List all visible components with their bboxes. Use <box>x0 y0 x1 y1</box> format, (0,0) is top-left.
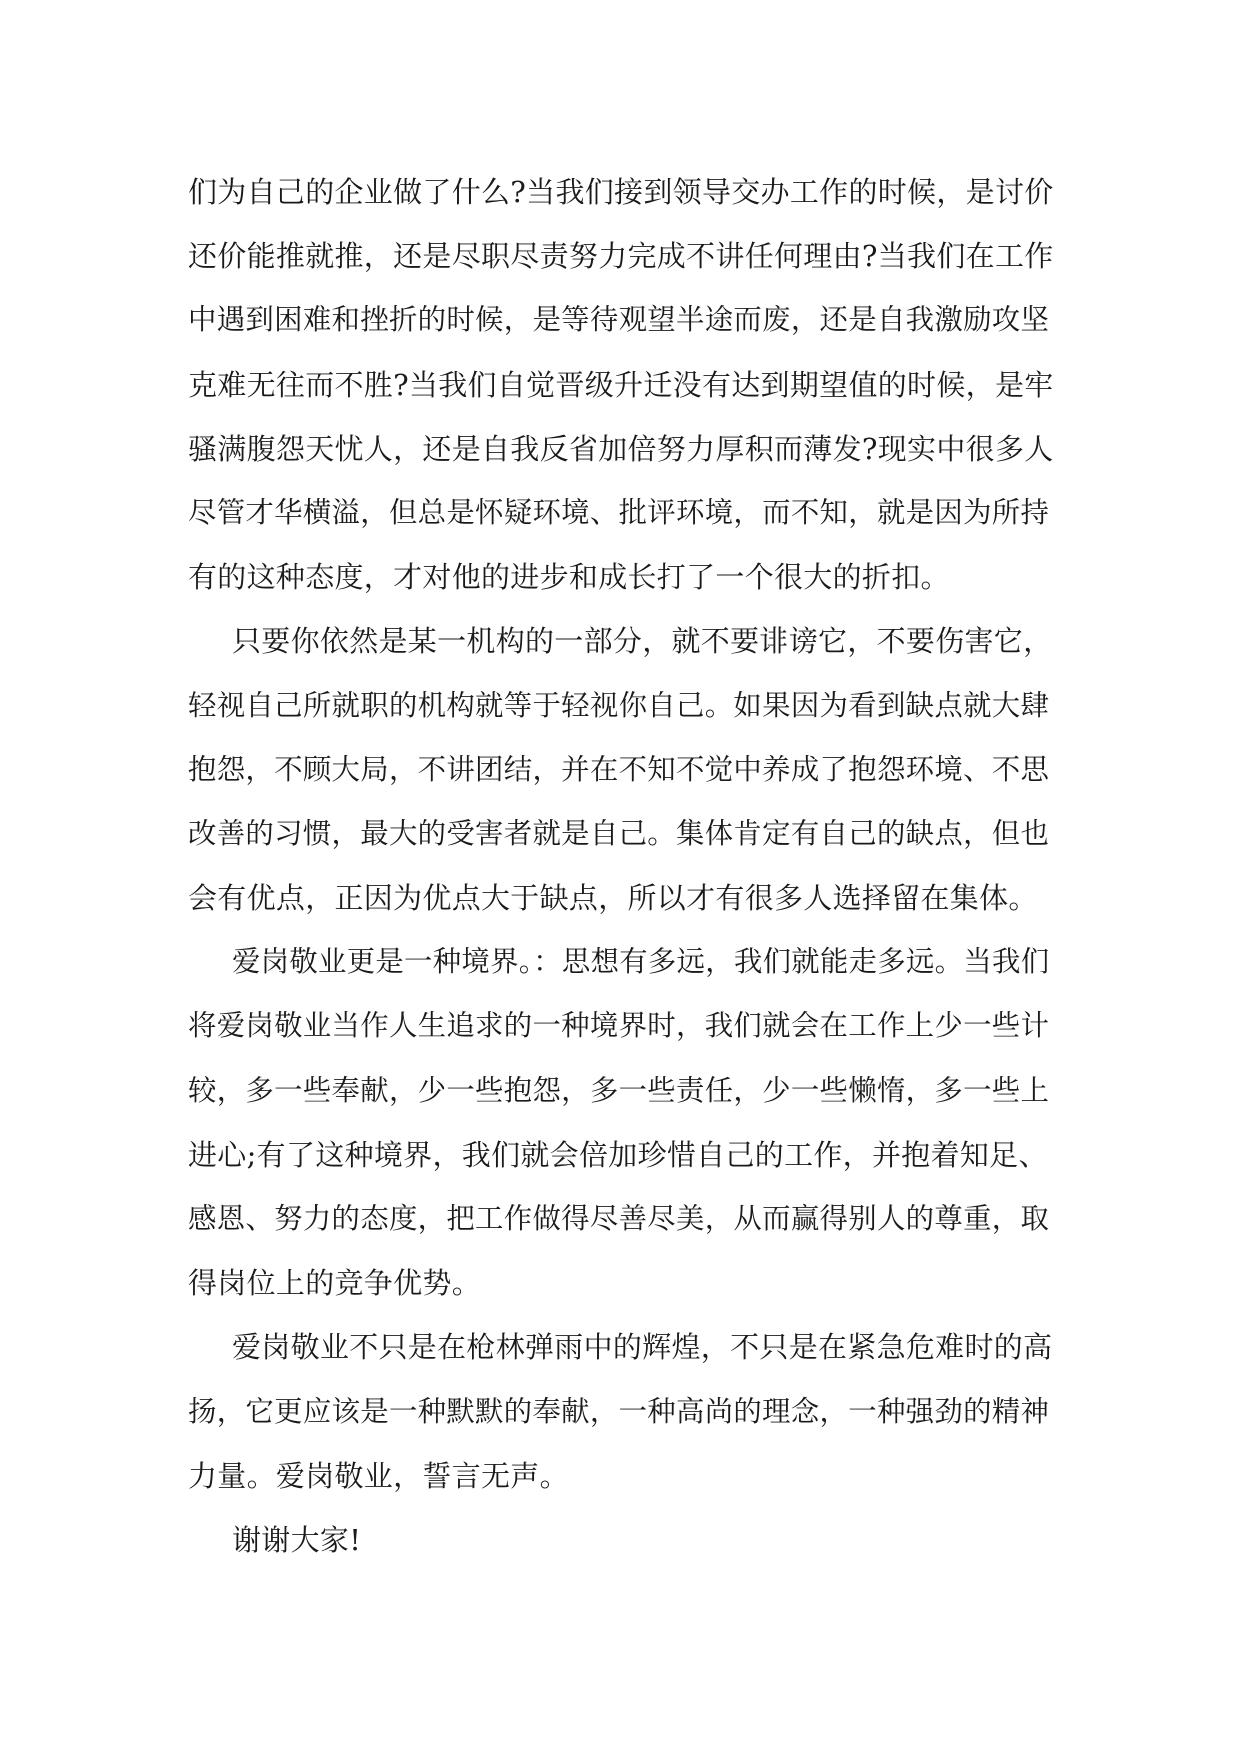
text-line: 们为自己的企业做了什么?当我们接到领导交办工作的时候，是讨价 <box>188 175 1054 209</box>
text-line: 感恩、努力的态度，把工作做得尽善尽美，从而赢得别人的尊重，取 <box>188 1202 1050 1235</box>
text-line: 尽管才华横溢，但总是怀疑环境、批评环境，而不知，就是因为所持 <box>188 495 1050 529</box>
text-line: 会有优点，正因为优点大于缺点，所以才有很多人选择留在集体。 <box>188 881 1038 916</box>
text-line: 克难无往而不胜?当我们自觉晋级升迁没有达到期望值的时候，是牢 <box>188 367 1054 402</box>
text-line: 进心;有了这种境界，我们就会倍加珍惜自己的工作，并抱着知足、 <box>188 1137 1048 1172</box>
text-line: 得岗位上的竞争优势。 <box>188 1266 482 1301</box>
text-line: 有的这种态度，才对他的进步和成长打了一个很大的折扣。 <box>188 560 950 595</box>
paragraph-first-line: 爱岗敬业更是一种境界。：思想有多远，我们就能走多远。当我们 <box>232 945 1050 979</box>
text-line: 扬，它更应该是一种默默的奉献，一种高尚的理念，一种强劲的精神 <box>188 1394 1050 1428</box>
text-line: 中遇到困难和挫折的时候，是等待观望半途而废，还是自我激励攻坚 <box>188 303 1050 337</box>
paragraph-first-line: 只要你依然是某一机构的一部分，就不要诽谤它，不要伤害它， <box>232 624 1053 659</box>
text-line: 较，多一些奉献，少一些抱怨，多一些责任，少一些懒惰，多一些上 <box>188 1073 1050 1107</box>
text-line: 将爱岗敬业当作人生追求的一种境界时，我们就会在工作上少一些计 <box>188 1009 1050 1043</box>
text-line: 轻视自己所就职的机构就等于轻视你自己。如果因为看到缺点就大肆 <box>188 688 1050 722</box>
closing-line: 谢谢大家! <box>232 1522 362 1557</box>
text-line: 力量。爱岗敬业，誓言无声。 <box>188 1458 569 1493</box>
document-body <box>188 160 1054 1572</box>
paragraph-first-line: 爱岗敬业不只是在枪林弹雨中的辉煌，不只是在紧急危难时的高 <box>232 1330 1053 1365</box>
text-line: 抱怨，不顾大局，不讲团结，并在不知不觉中养成了抱怨环境、不思 <box>188 752 1050 786</box>
text-line: 改善的习惯，最大的受害者就是自己。集体肯定有自己的缺点，但也 <box>188 816 1050 850</box>
text-line: 还价能推就推，还是尽职尽责努力完成不讲任何理由?当我们在工作 <box>188 239 1054 274</box>
text-line: 骚满腹怨天忧人，还是自我反省加倍努力厚积而薄发?现实中很多人 <box>188 431 1054 466</box>
